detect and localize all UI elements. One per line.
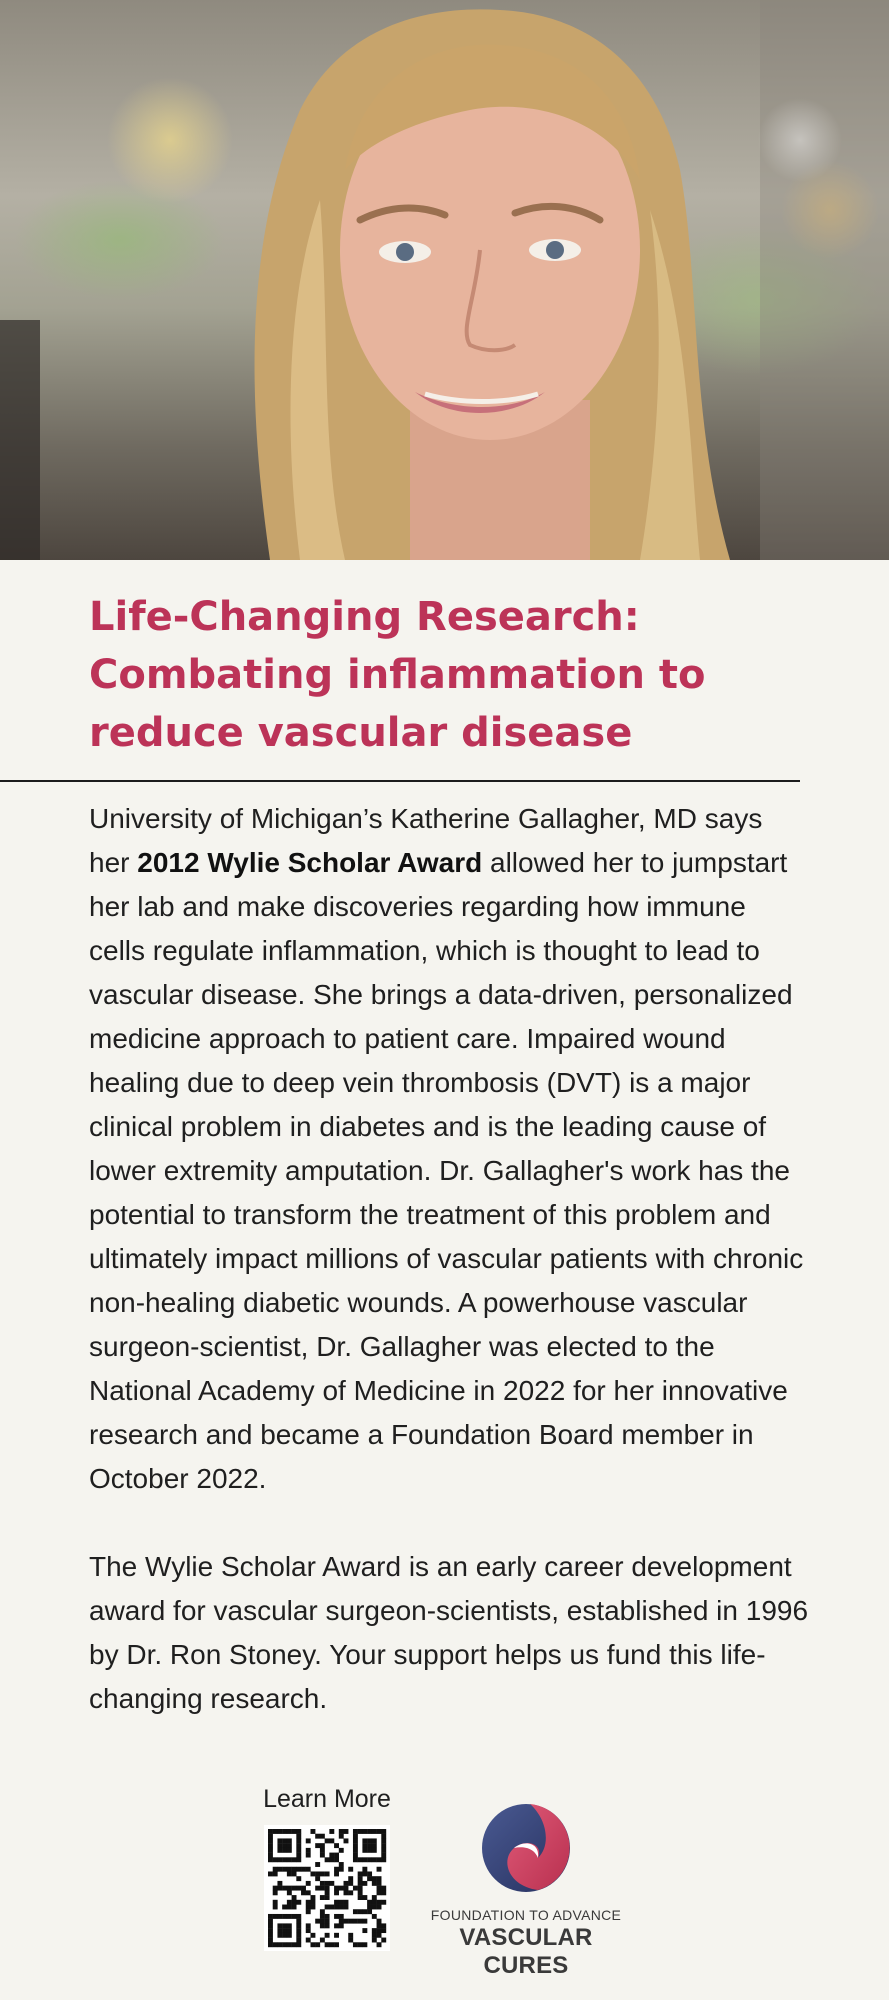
foundation-logo-icon <box>478 1800 574 1896</box>
qr-code-icon <box>264 1825 390 1951</box>
qr-code[interactable] <box>264 1825 390 1951</box>
portrait-photo <box>0 0 889 560</box>
title-line-2: Combating inflammation to <box>89 652 706 698</box>
article-body <box>89 797 809 1721</box>
article-title <box>89 588 809 762</box>
paragraph-1-rest: allowed her to jumpstart her lab and make discoveries regarding how immune cells regulate inflammation, which is thought to lead to vascular disease. She brings a data-driven, personalized medicine approach to patient care. Impaired wound healing due to deep vein thrombosis (DVT) is a major clinical problem in diabetes and is the leading cause of lower extremity amputation. Dr. Gallagher's work has the potential to transform the treatment of this problem and ultimately impact millions of vascular patients with chronic non-healing diabetic wounds. A powerhouse vascular surgeon-scientist, Dr. Gallagher was elected to the National Academy of Medicine in 2022 for her innovative research and became a Foundation Board member in October 2022. <box>89 847 804 1494</box>
learn-more-label: Learn More <box>263 1785 391 1813</box>
title-divider <box>0 780 800 782</box>
logo-line-2: VASCULAR CURES <box>459 1924 593 1979</box>
award-name: 2012 Wylie Scholar Award <box>137 847 483 878</box>
logo-line-1: FOUNDATION TO ADVANCE <box>430 1907 622 1923</box>
title-line-1: Life-Changing Research: <box>89 594 640 640</box>
paragraph-1 <box>89 797 809 1501</box>
paragraph-1-intro: University of Michigan’s Katherine Gallagher, MD says her <box>89 803 763 878</box>
title-line-3: reduce vascular disease <box>89 710 633 756</box>
paragraph-2: The Wylie Scholar Award is an early career development award for vascular surgeon-scientists, established in 1996 by Dr. Ron Stoney. Your support helps us fund this life-changing research. <box>89 1551 809 1714</box>
portrait-illustration <box>0 0 889 560</box>
